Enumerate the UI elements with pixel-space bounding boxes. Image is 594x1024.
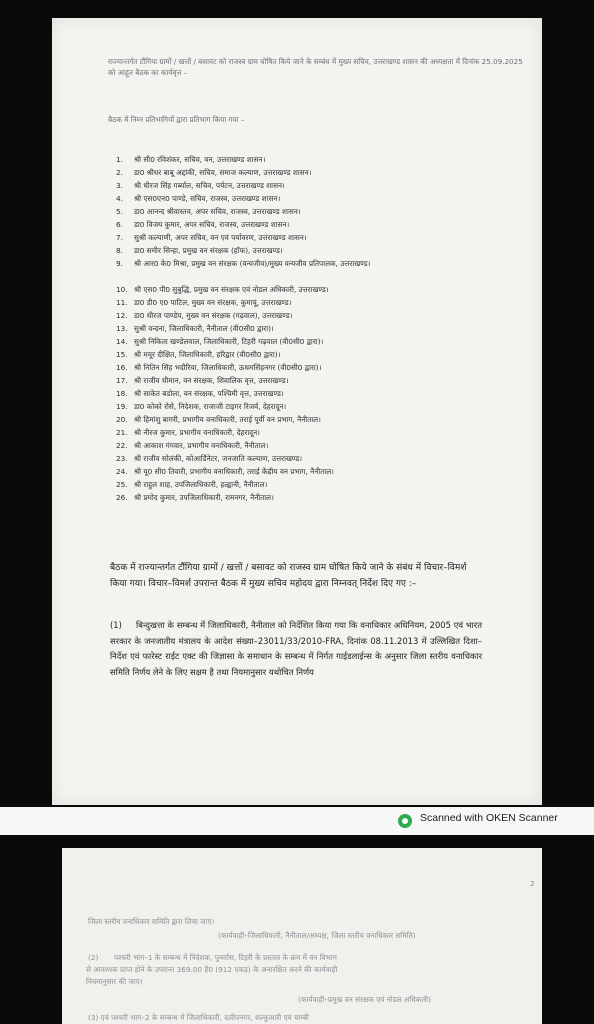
attendee-name: डा0 डी0 ए0 पाटिल, मुख्य वन संरक्षक, कुमायूं, उत्तराखण्ड। [134, 298, 292, 307]
attendee-name: डा0 समीर सिन्हा, प्रमुख वन संरक्षक (हॉफ), उत्तराखण्ड। [134, 246, 283, 255]
attendee-item [116, 296, 536, 309]
attendee-name: श्री राजीव सोलंकी, कोआर्डिनेटर, जनजाति कल्याण, उत्तराखण्ड। [134, 454, 303, 463]
attendee-name: श्री साकेत बडोला, वन संरक्षक, पश्चिमी वृत्त, उत्तराखण्ड। [134, 389, 284, 398]
attendee-item [116, 439, 536, 452]
attendee-name: श्री हिमांशु बागरी, प्रभागीय वनाधिकारी, तराई पूर्वी वन प्रभाग, नैनीताल। [134, 415, 321, 424]
attendee-number: 20. [116, 415, 128, 424]
attendee-item [116, 452, 536, 465]
attendee-number: 17. [116, 376, 128, 385]
attendee-number: 11. [116, 298, 128, 307]
attendee-name: श्री आर0 के0 मिश्रा, प्रमुख वन संरक्षक (वन्यजीव)/मुख्य वन्यजीव प्रतिपालक, उत्तराखण्ड। [134, 259, 371, 268]
attendee-number: 22. [116, 441, 128, 450]
attendee-item [116, 322, 536, 335]
attendee-item [116, 244, 536, 257]
document-page-2 [62, 848, 542, 1024]
document-page-1 [52, 18, 542, 805]
attendee-name: सुश्री निकिता खण्डेलवाल, जिलाधिकारी, टिहरी गढ़वाल (वी0सी0 द्वारा)। [134, 337, 324, 346]
scanner-watermark: Scanned with OKEN Scanner [420, 812, 558, 824]
attendee-item [116, 179, 536, 192]
minutes-heading: राज्यान्तर्गत टौंगिया ग्रामों / खत्तों / बसावट को राजस्व ग्राम घोषित किये जाने के सम्बंध में मुख्य सचिव, उत्तराखण्ड शासन की अध्यक्षता में दिनांक 25.09.2025 को आहूत बैठक का कार्यवृत्त – [108, 57, 523, 77]
attendee-number: 5. [116, 207, 123, 216]
attendee-name: श्री नितिन सिंह भदौरिया, जिलाधिकारी, ऊधमसिंहनगर (वी0सी0 द्वारा)। [134, 363, 322, 372]
attendee-number: 15. [116, 350, 128, 359]
attendee-name: श्री धीरज सिंह गर्ब्याल, सचिव, पर्यटन, उत्तराखण्ड शासन। [134, 181, 285, 190]
page2-action-2: (कार्यवाही–प्रमुख वन संरक्षक एवं नोडल अधिकारी) [298, 995, 431, 1004]
attendee-item [116, 231, 536, 244]
attendee-number: 10. [116, 285, 128, 294]
page2-cut-line: (3) एवं पश्चरी भाग–2 के सम्बन्ध में जिलाधिकारी, दलीपनगर, शल्कुआरी एवं चाम्बी [88, 1013, 309, 1022]
attendee-name: श्री राहुल शाह, उपजिलाधिकारी, हल्द्वानी, नैनीताल। [134, 480, 268, 489]
attendee-item [116, 257, 536, 283]
paragraph-1-label: (1) [110, 620, 122, 630]
attendee-name: श्री आकाश गंगवार, प्रभागीय वनाधिकारी, नैनीताल। [134, 441, 269, 450]
attendee-name: श्री प्रमोद कुमार, उपजिलाधिकारी, रामनगर, नैनीताल। [134, 493, 274, 502]
attendee-number: 8. [116, 246, 123, 255]
attendee-item [116, 166, 536, 179]
attendee-number: 18. [116, 389, 128, 398]
attendee-item [116, 192, 536, 205]
attendee-name: श्री एस0एन0 पाण्डे, सचिव, राजस्व, उत्तराखण्ड शासन। [134, 194, 281, 203]
attendee-number: 2. [116, 168, 123, 177]
attendee-item [116, 205, 536, 218]
attendee-item [116, 478, 536, 491]
attendee-number: 3. [116, 181, 123, 190]
attendee-number: 24. [116, 467, 128, 476]
attendee-number: 23. [116, 454, 128, 463]
attendee-name: सुश्री कल्याणी, अपर सचिव, वन एवं पर्यावरण, उत्तराखण्ड शासन। [134, 233, 307, 242]
attendee-number: 6. [116, 220, 123, 229]
attendee-number: 21. [116, 428, 128, 437]
page2-action-1: (कार्यवाही–जिलाधिकारी, नैनीताल/अध्यक्ष, जिला स्तरीय वनाधिकार समिति) [218, 931, 416, 940]
attendee-item [116, 153, 536, 166]
attendee-item [116, 491, 536, 504]
paragraph-1-text: बिन्दुखत्ता के सम्बन्ध में जिलाधिकारी, नैनीताल को निर्देशित किया गया कि वनाधिकार अधिनियम, 2005 एवं भारत सरकार के जनजातीय मंत्रालय के आदेश संख्या–23011/33/2010-FRA, दिनांक 08.11.2013 में उल्लिखित दिशा–निर्देश एवं फारेस्ट राईट एक्ट की जिज्ञासा के समाधान के सम्बन्ध में निर्गत गाईडलाईन्स के अनुसार जिला स्तरीय वनाधिकार समिति निर्णय लेने के लिए सक्षम है तथा नियमानुसार यथोचित निर्णय [110, 620, 482, 677]
attendee-name: डा0 आनन्द श्रीवास्तव, अपर सचिव, राजस्व, उत्तराखण्ड शासन। [134, 207, 301, 216]
attendee-name: श्री राजीव धीमान, वन संरक्षक, शिवालिक वृत्त, उत्तराखण्ड। [134, 376, 289, 385]
attendee-name: श्री नीरज कुमार, प्रभागीय वनाधिकारी, देहरादून। [134, 428, 260, 437]
attendee-number: 26. [116, 493, 128, 502]
attendee-number: 7. [116, 233, 123, 242]
attendee-number: 25. [116, 480, 128, 489]
attendee-item [116, 400, 536, 413]
attendee-name: डा0 धीरज पाण्डेय, मुख्य वन संरक्षक (गढ़वाल), उत्तराखण्ड। [134, 311, 293, 320]
attendee-item [116, 335, 536, 348]
attendee-name: सुश्री वन्दना, जिलाधिकारी, नैनीताल (वी0सी0 द्वारा)। [134, 324, 274, 333]
attendee-item [116, 426, 536, 439]
attendee-item [116, 413, 536, 426]
attendee-item [116, 387, 536, 400]
attendee-name: श्री मयूर दीक्षित, जिलाधिकारी, हरिद्वार (वी0सी0 द्वारा)। [134, 350, 281, 359]
page2-para2-label: (2) [88, 953, 99, 962]
attendee-name: श्री यू0 सी0 तिवारी, प्रभागीय वनाधिकारी, तराई केंद्रीय वन प्रभाग, नैनीताल। [134, 467, 334, 476]
attendee-number: 4. [116, 194, 123, 203]
attendee-name: श्री एस0 पी0 सुबुद्धि, प्रमुख वन संरक्षक एवं नोडल अधिकारी, उत्तराखण्ड। [134, 285, 329, 294]
attendee-number: 9. [116, 259, 123, 268]
attendee-list [116, 153, 536, 504]
oken-logo-icon [398, 814, 412, 828]
attendee-item [116, 348, 536, 361]
attendee-number: 19. [116, 402, 128, 411]
attendee-number: 14. [116, 337, 128, 346]
attendee-number: 1. [116, 155, 123, 164]
attendee-name: श्री सी0 रविशंकर, सचिव, वन, उत्तराखण्ड शासन। [134, 155, 266, 164]
attendee-item [116, 218, 536, 231]
page2-para2-line2: से आवश्यक प्राप्त होने के उपरान्त 369.00 है0 (912 एकड़) के अनारक्षित करने की कार्यवाही [86, 965, 338, 974]
page2-line1: जिला स्तरीय वनाधिकार समिति द्वारा लिया जाए। [88, 917, 215, 926]
attendee-name: डा0 श्रीधर बाबू अद्दांकी, सचिव, समाज कल्याण, उत्तराखण्ड शासन। [134, 168, 312, 177]
attendee-item [116, 283, 536, 296]
attendee-item [116, 374, 536, 387]
attendee-number: 13. [116, 324, 128, 333]
decision-intro: बैठक में राज्यान्तर्गत टौंगिया ग्रामों / खत्तों / बसावट को राजस्व ग्राम घोषित किये जाने के संबंध में विचार–विमर्श किया गया। विचार–विमर्श उपरान्त बैठक में मुख्य सचिव महोदय द्वारा निम्नवत् निर्देश दिए गए :– [110, 563, 467, 589]
attendee-name: डा0 विजय कुमार, अपर सचिव, राजस्व, उत्तराखण्ड शासन। [134, 220, 290, 229]
attendee-number: 16. [116, 363, 128, 372]
attendee-item [116, 465, 536, 478]
attendee-item [116, 361, 536, 374]
page-corner-mark: 2 [530, 879, 535, 888]
page2-para2-line1: पश्चरी भाग–1 के सम्बन्ध में निदेशक, पुनर्वास, टिहरी के प्रस्ताव के क्रम में वन विभाग [114, 953, 337, 962]
attendee-number: 12. [116, 311, 128, 320]
page2-para2-line3: नियमानुसार की जाए। [86, 977, 143, 986]
paragraph-1 [110, 618, 482, 680]
attendee-item [116, 309, 536, 322]
attendance-intro: बैठक में निम्न प्रतिभागियों द्वारा प्रतिभाग किया गया – [108, 115, 245, 124]
attendee-name: डा0 कोको रोसे, निदेशक, राजाजी टाइगर रिजर्व, देहरादून। [134, 402, 287, 411]
